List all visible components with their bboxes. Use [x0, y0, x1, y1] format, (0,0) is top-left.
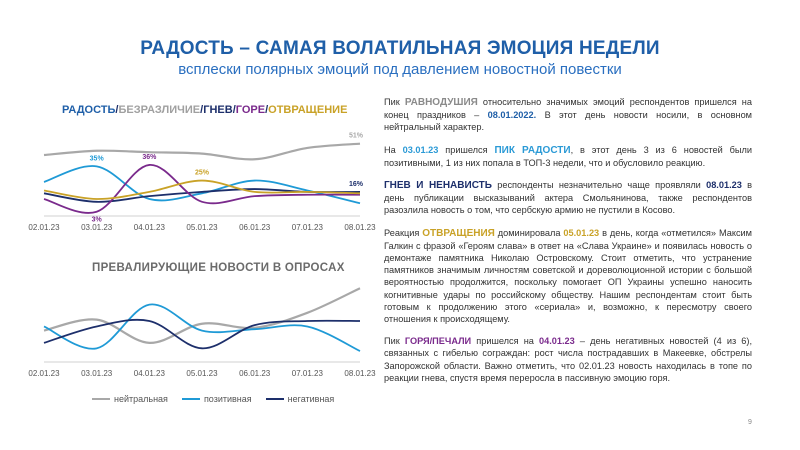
- page-subtitle: всплески полярных эмоций под давлением новостной повестки: [178, 61, 622, 78]
- x-tick-label: 06.01.23: [239, 223, 271, 232]
- x-tick-label: 05.01.23: [186, 369, 218, 378]
- text: доминировала: [494, 227, 564, 238]
- series-line-neutral: [44, 288, 360, 343]
- x-tick-label: 04.01.23: [133, 369, 165, 378]
- legend-item-negative: [266, 394, 335, 404]
- x-tick-label: 03.01.23: [81, 223, 113, 232]
- title-sep: /: [115, 104, 119, 116]
- legend-item-positive: [182, 394, 252, 404]
- text: пришелся: [438, 144, 495, 155]
- x-tick-label: 07.01.23: [291, 223, 323, 232]
- legend-swatch: [92, 398, 110, 400]
- data-label: 25%: [194, 169, 210, 177]
- title-joy: РАДОСТЬ: [62, 104, 116, 116]
- text: , в этот день 3 из 6 новостей были позитивными, 1 из них попала в ТОП-3 недели, что и обусловило реакцию.: [384, 144, 752, 168]
- x-tick-label: 02.01.23: [28, 369, 60, 378]
- x-tick-label: 08.01.23: [344, 369, 376, 378]
- x-tick-label: 03.01.23: [81, 369, 113, 378]
- text: Пик: [384, 97, 405, 107]
- text: – день негативных новостей (4 из 6), связанных с гибелью сограждан: рост числа пострадавших в Макеевке, обстрелы Запорожской области. Важно отметить, что 02.01.23 новость находилась в топе по реакции гнева, спустя время переросла в пассивную эмоцию горя.: [384, 336, 752, 383]
- news-chart-title: ПРЕВАЛИРУЮЩИЕ НОВОСТИ В ОПРОСАХ: [92, 262, 345, 274]
- data-label: 16%: [348, 180, 364, 188]
- highlight-date: 08.01.2022.: [487, 110, 537, 121]
- highlight-date: 05.01.23: [563, 227, 600, 238]
- title-indifference: БЕЗРАЗЛИЧИЕ: [118, 104, 201, 116]
- legend-label: негативная: [287, 394, 335, 404]
- highlight-date: 04.01.23: [539, 336, 575, 347]
- paragraph-indifference: [384, 96, 752, 134]
- text: На: [384, 144, 403, 155]
- data-label: 36%: [142, 153, 157, 161]
- legend-label: нейтральная: [114, 394, 168, 404]
- page-number: 9: [748, 419, 752, 426]
- legend-item-neutral: [92, 394, 168, 404]
- text: в день, когда «отметился» Максим Галкин с фразой «Героям слава» в ответ на «Слава Украине» и появилась новость о демонтаже памятника Николаю Островскому. Стоит отметить, что устранение памятников значимым личностям советской и дореволюционной истории с большой вероятностью продолжится, поскольку помогает ОП Украины успешно наносить когнитивные удары по российскому обществу. Нашим респондентам стоит быть готовым к продолжению этого «сериала» и, возможно, к пересмотру своего отношения к происходящему.: [384, 227, 752, 325]
- news-chart-legend: [92, 394, 372, 404]
- paragraph-joy: [384, 144, 752, 169]
- text: В этот день новости носили, в основном нейтральный характер.: [384, 110, 752, 133]
- title-anger: ГНЕВ: [203, 104, 233, 116]
- x-tick-label: 08.01.23: [344, 223, 376, 232]
- emotions-chart: [28, 133, 376, 232]
- page-title: РАДОСТЬ – САМАЯ ВОЛАТИЛЬНАЯ ЭМОЦИЯ НЕДЕЛИ: [140, 38, 660, 59]
- commentary-column: [384, 96, 752, 394]
- paragraph-sorrow: [384, 335, 752, 384]
- text: Реакция: [384, 227, 423, 238]
- title-sep: /: [200, 104, 204, 116]
- paragraph-anger: [384, 179, 752, 217]
- x-tick-label: 05.01.23: [186, 223, 218, 232]
- data-label: 51%: [348, 132, 364, 140]
- highlight-date: 08.01.23: [706, 180, 742, 191]
- highlight: ГНЕВ И НЕНАВИСТЬ: [384, 180, 492, 192]
- legend-swatch: [266, 398, 284, 400]
- highlight: ПИК РАДОСТИ: [494, 144, 571, 156]
- data-label: 35%: [89, 155, 104, 163]
- title-sep: /: [232, 104, 236, 116]
- x-tick-label: 07.01.23: [291, 369, 323, 378]
- legend-swatch: [182, 398, 200, 400]
- paragraph-disgust: [384, 227, 752, 326]
- title-sep: /: [265, 104, 269, 116]
- text: в день публикации высказываний актера Смольянинова, также респондентов разозлила новость о том, что сербскую армию не пустили в Косово.: [384, 180, 752, 216]
- title-disgust: ОТВРАЩЕНИЕ: [268, 104, 348, 116]
- legend-label: позитивная: [203, 394, 252, 404]
- news-chart: [28, 288, 376, 378]
- x-tick-label: 02.01.23: [28, 223, 60, 232]
- text: относительно значимых эмоций респондентов пришелся на конец праздников –: [384, 97, 752, 121]
- text: Пик: [384, 336, 405, 347]
- series-line-disgust: [44, 181, 360, 199]
- highlight: ГОРЯ/ПЕЧАЛИ: [404, 336, 472, 347]
- data-label: 3%: [91, 216, 102, 224]
- x-tick-label: 04.01.23: [133, 223, 165, 232]
- highlight-date: 03.01.23: [402, 144, 439, 155]
- highlight: РАВНОДУШИЯ: [404, 97, 478, 108]
- x-tick-label: 06.01.23: [239, 369, 271, 378]
- text: респонденты незначительно чаще проявляли: [491, 180, 707, 191]
- title-sorrow: ГОРЕ: [235, 104, 266, 116]
- highlight: ОТВРАЩЕНИЯ: [422, 227, 495, 239]
- text: пришелся на: [471, 336, 540, 347]
